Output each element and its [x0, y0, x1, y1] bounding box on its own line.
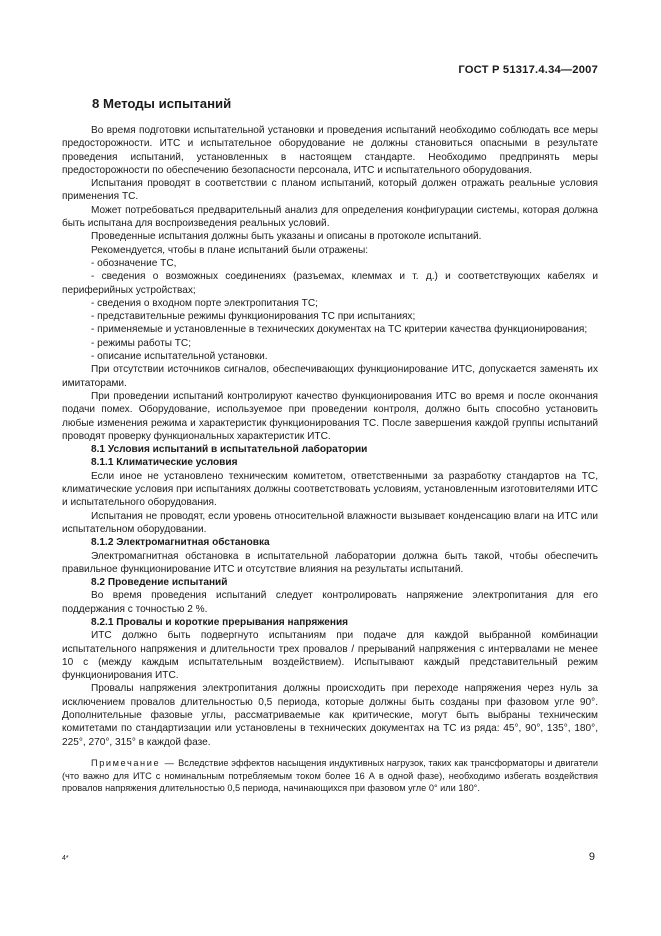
paragraph: ИТС должно быть подвергнуто испытаниям при подаче для каждой выбранной комбинации испытательного напряжения и длительности трех провалов / прерываний напряжения с интервалами не менее 10 с (между каждым испытательным воздействием). Испытывают каждый представительный режим функционирования ИТС.	[62, 630, 598, 682]
paragraph: Электромагнитная обстановка в испытательной лаборатории должна быть такой, чтобы обеспечить правильное функционирование ИТС и отсутствие влияния на результаты испытаний.	[62, 550, 598, 575]
footer-code: 4*	[62, 855, 69, 862]
list-item: - сведения о возможных соединениях (разъемах, клеммах и т. д.) и соответствующих кабелях и периферийных устройствах;	[62, 271, 598, 296]
list-item: - представительные режимы функционирования ТС при испытаниях;	[91, 311, 416, 323]
list-item: - сведения о входном порте электропитания ТС;	[91, 297, 318, 309]
paragraph: Во время проведения испытаний следует контролировать напряжение электропитания для его поддержания с точностью 2 %.	[62, 590, 598, 615]
subsection-title-8-1-2: 8.1.2 Электромагнитная обстановка	[91, 537, 270, 549]
note-label: Примечание —	[91, 757, 176, 768]
section-title: 8 Методы испытаний	[92, 96, 232, 111]
subsection-title-8-2-1: 8.2.1 Провалы и короткие прерывания напряжения	[91, 616, 349, 628]
paragraph: При проведении испытаний контролируют качество функционирования ИТС во время и после окончания подачи помех. Оборудование, используемое при проведении контроля, должно быть способно установить любые изменения режима и характеристик функционирования ТС. После завершения каждой группы испытаний проводят проверку функциональных характеристик ИТС.	[62, 390, 598, 442]
note-text: Вследствие эффектов насыщения индуктивных нагрузок, таких как трансформаторы и двигатели (что важно для ИТС с номинальным потребляемым током более 16 А в одной фазе), необходимо избегать воздействия провалов напряжения длительностью 0,5 периода, начинающихся при фазовом угле 0° или 180°.	[62, 757, 598, 794]
body-text	[62, 124, 598, 795]
paragraph: Рекомендуется, чтобы в плане испытаний были отражены:	[91, 244, 369, 256]
paragraph: Проведенные испытания должны быть указаны и описаны в протоколе испытаний.	[91, 231, 482, 243]
note	[62, 757, 598, 795]
list-item: - обозначение ТС,	[91, 257, 177, 269]
paragraph: Провалы напряжения электропитания должны происходить при переходе напряжения через нуль за исключением провалов длительностью 0,5 периода, которые должны быть созданы при фазовом угле 90°. Дополнительные фазовые углы, рассматриваемые как критические, могут быть выбраны техническим комитетами по стандартизации или установлены в технических документах на ТС из ряда: 45°, 90°, 135°, 180°, 225°, 270°, 315° в каждой фазе.	[62, 683, 598, 748]
subsection-title-8-1: 8.1 Условия испытаний в испытательной лаборатории	[91, 444, 368, 456]
list-item: - описание испытательной установки.	[91, 351, 268, 363]
subsection-title-8-2: 8.2 Проведение испытаний	[91, 577, 228, 589]
paragraph: Испытания проводят в соответствии с планом испытаний, который должен отражать реальные условия применения ТС.	[62, 178, 598, 203]
paragraph: Во время подготовки испытательной установки и проведения испытаний необходимо соблюдать все меры предосторожности. ИТС и испытательное оборудование не должны становиться опасными в результате проведения испытаний, установленных в настоящем стандарте. Необходимо предпринять меры предосторожности по обеспечению безопасности персонала, ИТС и испытательного оборудования.	[62, 125, 598, 176]
list-item: - применяемые и установленные в технических документах на ТС критерии качества функционирования;	[91, 324, 588, 336]
standard-code-header: ГОСТ Р 51317.4.34—2007	[458, 64, 598, 76]
paragraph: При отсутствии источников сигналов, обеспечивающих функционирование ИТС, допускается заменять их имитаторами.	[62, 364, 598, 389]
paragraph: Если иное не установлено техническим комитетом, ответственными за разработку стандартов на ТС, климатические условия при испытаниях должны соответствовать условиям, установленным изготовителями ИТС и испытательного оборудования.	[62, 470, 598, 509]
page-number: 9	[588, 851, 595, 863]
subsection-title-8-1-1: 8.1.1 Климатические условия	[91, 457, 238, 469]
list-item: - режимы работы ТС;	[91, 337, 192, 349]
paragraph: Испытания не проводят, если уровень относительной влажности вызывает конденсацию влаги на ИТС или испытательном оборудовании.	[62, 510, 598, 535]
paragraph: Может потребоваться предварительный анализ для определения конфигурации системы, которая должна быть испытана для воспроизведения реальных условий.	[62, 204, 598, 230]
